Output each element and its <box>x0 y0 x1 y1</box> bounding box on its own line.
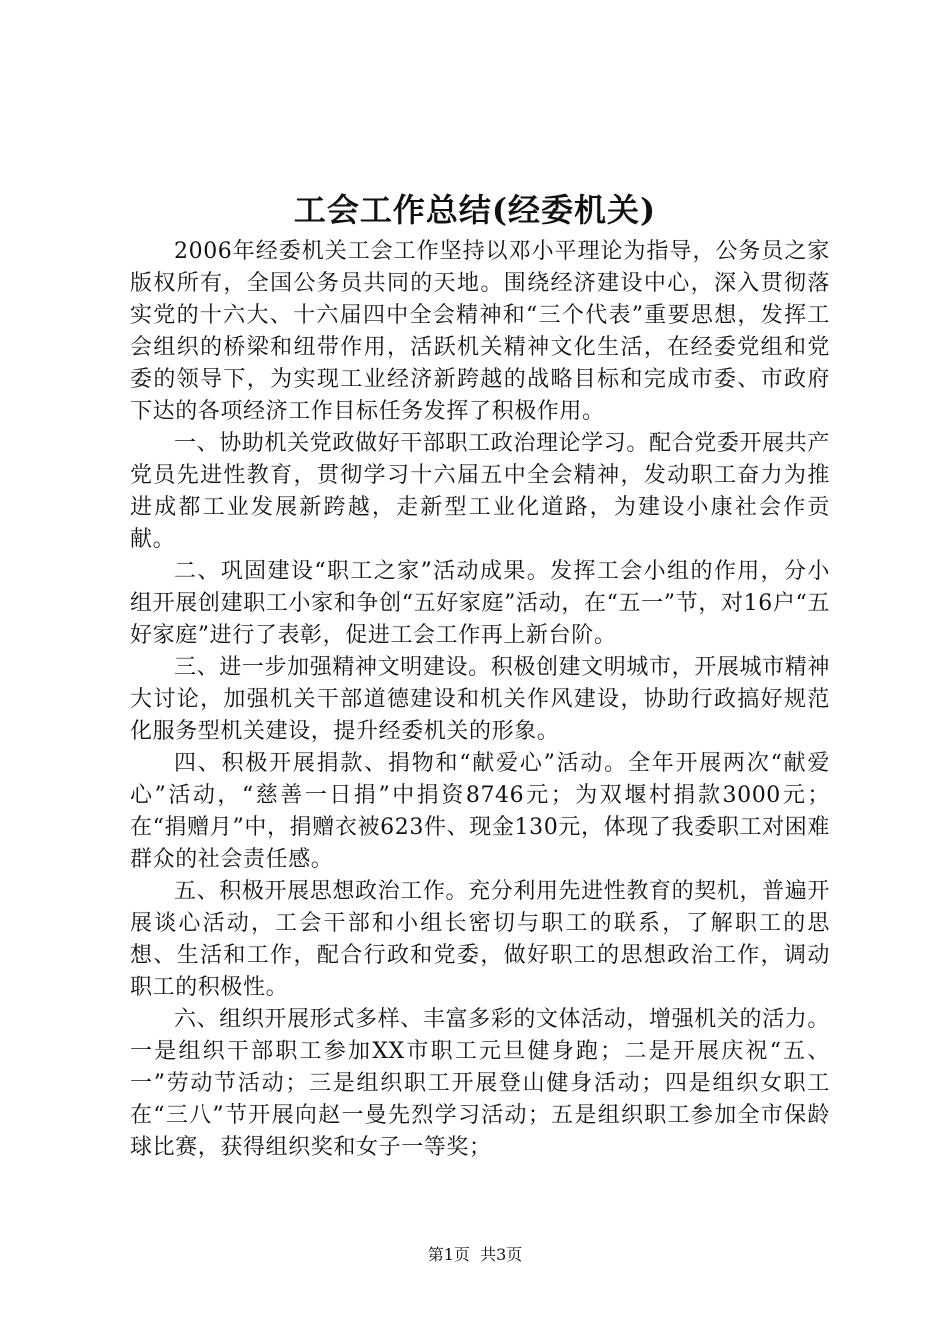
paragraph-section-6: 六、组织开展形式多样、丰富多彩的文体活动，增强机关的活力。一是组织干部职工参加XX市职工元旦健身跑；二是开展庆祝“五、一”劳动节活动；三是组织职工开展登山健身活动；四是组织女职工在“三八”节开展向赵一曼先烈学习活动；五是组织职工参加全市保龄球比赛，获得组织奖和女子一等奖； <box>130 1007 830 1160</box>
document-body <box>130 236 830 1164</box>
paragraph-section-5: 五、积极开展思想政治工作。充分利用先进性教育的契机，普遍开展谈心活动，工会干部和小组长密切与职工的联系，了解职工的思想、生活和工作，配合行政和党委，做好职工的思想政治工作，调动职工的积极性。 <box>130 879 830 1000</box>
paragraph-section-1: 一、协助机关党政做好干部职工政治理论学习。配合党委开展共产党员先进性教育，贯彻学习十六届五中全会精神，发动职工奋力为推进成都工业发展新跨越，走新型工业化道路，为建设小康社会作贡献。 <box>130 431 830 552</box>
paragraph-section-3: 三、进一步加强精神文明建设。积极创建文明城市，开展城市精神大讨论，加强机关干部道德建设和机关作风建设，协助行政搞好规范化服务型机关建设，提升经委机关的形象。 <box>130 655 830 744</box>
page-number: 第1页 <box>427 1245 470 1264</box>
paragraph-section-4: 四、积极开展捐款、捐物和“献爱心”活动。全年开展两次“献爱心”活动，“慈善一日捐”中捐资8746元；为双堰村捐款3000元；在“捐赠月”中，捐赠衣被623件、现金130元，体现了我委职工对困难群众的社会责任感。 <box>130 751 830 872</box>
paragraph-section-2: 二、巩固建设“职工之家”活动成果。发挥工会小组的作用，分小组开展创建职工小家和争创“五好家庭”活动，在“五一”节，对16户“五好家庭”进行了表彰，促进工会工作再上新台阶。 <box>130 559 830 648</box>
page-footer <box>0 1244 950 1266</box>
footer-separator <box>470 1245 480 1264</box>
document-title: 工会工作总结(经委机关) <box>293 191 657 229</box>
page-total: 共3页 <box>480 1245 523 1264</box>
paragraph-intro: 2006年经委机关工会工作坚持以邓小平理论为指导，公务员之家版权所有，全国公务员共同的天地。围绕经济建设中心，深入贯彻落实党的十六大、十六届四中全会精神和“三个代表”重要思想，发挥工会组织的桥梁和纽带作用，活跃机关精神文化生活，在经委党组和党委的领导下，为实现工业经济新跨越的战略目标和完成市委、市政府下达的各项经济工作目标任务发挥了积极作用。 <box>130 239 830 424</box>
